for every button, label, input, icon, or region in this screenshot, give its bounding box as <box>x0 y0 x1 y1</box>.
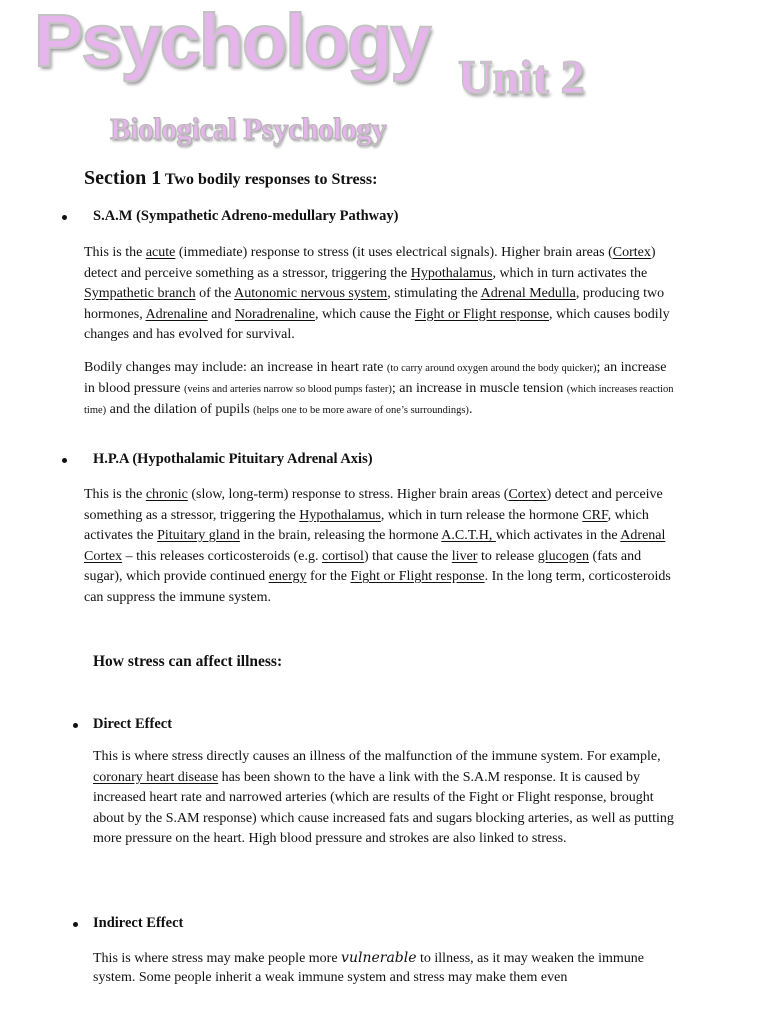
term-chronic: chronic <box>145 487 188 502</box>
term-noradrenaline: Noradrenaline <box>234 306 315 322</box>
term-adrenal-medulla: Adrenal Medulla <box>480 286 576 301</box>
term-liver: liver <box>451 548 478 564</box>
term-energy: energy <box>268 569 307 584</box>
term-fight-or-flight: Fight or Flight response <box>350 569 485 584</box>
term-fight-or-flight: Fight or Flight response <box>414 306 550 322</box>
term-coronary-heart-disease: coronary heart disease <box>93 769 219 785</box>
direct-effect-heading: Direct Effect <box>93 716 173 732</box>
term-cortex: Cortex <box>612 245 651 260</box>
unit-title: Unit 2 <box>458 51 585 104</box>
bullet-dot <box>62 215 67 220</box>
term-autonomic-nervous-system: Autonomic nervous system <box>234 286 388 301</box>
term-cortex: Cortex <box>508 487 547 502</box>
term-hypothalamus: Hypothalamus <box>410 265 493 281</box>
term-pituitary-gland: Pituitary gland <box>157 528 240 543</box>
term-vulnerable: vulnerable <box>341 950 417 966</box>
biological-psychology-subtitle: Biological Psychology <box>110 111 387 146</box>
indirect-effect-paragraph: This is where stress may make people more vulnerable to illness, as it may weaken the immune system. Some people inherit a weak immune system and stress may make them even <box>93 950 644 985</box>
term-hypothalamus: Hypothalamus <box>299 507 381 523</box>
term-crf: CRF <box>582 507 608 523</box>
bodily-changes-paragraph: Bodily changes may include: an increase in heart rate (to carry around oxygen around the body quicker); an increase in blood pressure (veins and arteries narrow so blood pumps faster); an increase in muscle tension (which increases reaction time) and the dilation of pupils (helps one to be more aware of one’s surroundings). <box>84 360 674 417</box>
term-glucogen: glucogen <box>537 548 590 564</box>
hpa-heading: H.P.A (Hypothalamic Pituitary Adrenal Axis) <box>93 451 373 467</box>
bullet-dot <box>73 723 78 728</box>
bullet-dot <box>62 458 67 463</box>
psychology-title: Psychology <box>34 0 430 82</box>
term-acth: A.C.T.H, <box>441 528 496 543</box>
section-number: Section 1 <box>84 167 162 189</box>
term-acute: acute <box>145 245 176 260</box>
term-cortisol: cortisol <box>321 548 364 564</box>
section-title: Two bodily responses to Stress: <box>161 171 378 188</box>
term-adrenaline: Adrenaline <box>145 306 208 322</box>
section-heading <box>84 167 377 190</box>
indirect-effect-heading: Indirect Effect <box>93 915 184 931</box>
sam-paragraph: This is the acute (immediate) response to stress (it uses electrical signals). Higher brain areas (Cortex) detect and perceive something as a stressor, triggering the Hypothalamus, which in turn activates the Sympathetic branch of the Autonomic nervous system, stimulating the Adrenal Medulla, producing two hormones, Adrenaline and Noradrenaline, which cause the Fight or Flight response, which causes bodily changes and has evolved for survival. <box>84 245 670 342</box>
term-sympathetic-branch: Sympathetic branch <box>84 286 196 301</box>
sam-heading: S.A.M (Sympathetic Adreno-medullary Pathway) <box>93 208 399 224</box>
hpa-paragraph: This is the chronic (slow, long-term) response to stress. Higher brain areas (Cortex) detect and perceive something as a stressor, triggering the Hypothalamus, which in turn release the hormone CRF, which activates the Pituitary gland in the brain, releasing the hormone A.C.T.H, which activates in the Adrenal Cortex – this releases corticosteroids (e.g. cortisol) that cause the liver to release glucogen (fats and sugar), which provide continued energy for the Fight or Flight response. In the long term, corticosteroids can suppress the immune system. <box>84 487 671 605</box>
direct-effect-paragraph: This is where stress directly causes an illness of the malfunction of the immune system. For example, coronary heart disease has been shown to the have a link with the S.A.M response. It is caused by increased heart rate and narrowed arteries (which are results of the Fight or Flight response, brought about by the S.AM response) which cause increased fats and sugars blocking arteries, as well as putting more pressure on the heart. High blood pressure and strokes are also linked to stress. <box>93 749 674 846</box>
term-adrenal-cortex: Adrenal Cortex <box>84 528 666 564</box>
illness-heading: How stress can affect illness: <box>93 653 283 670</box>
bullet-dot <box>73 922 78 927</box>
